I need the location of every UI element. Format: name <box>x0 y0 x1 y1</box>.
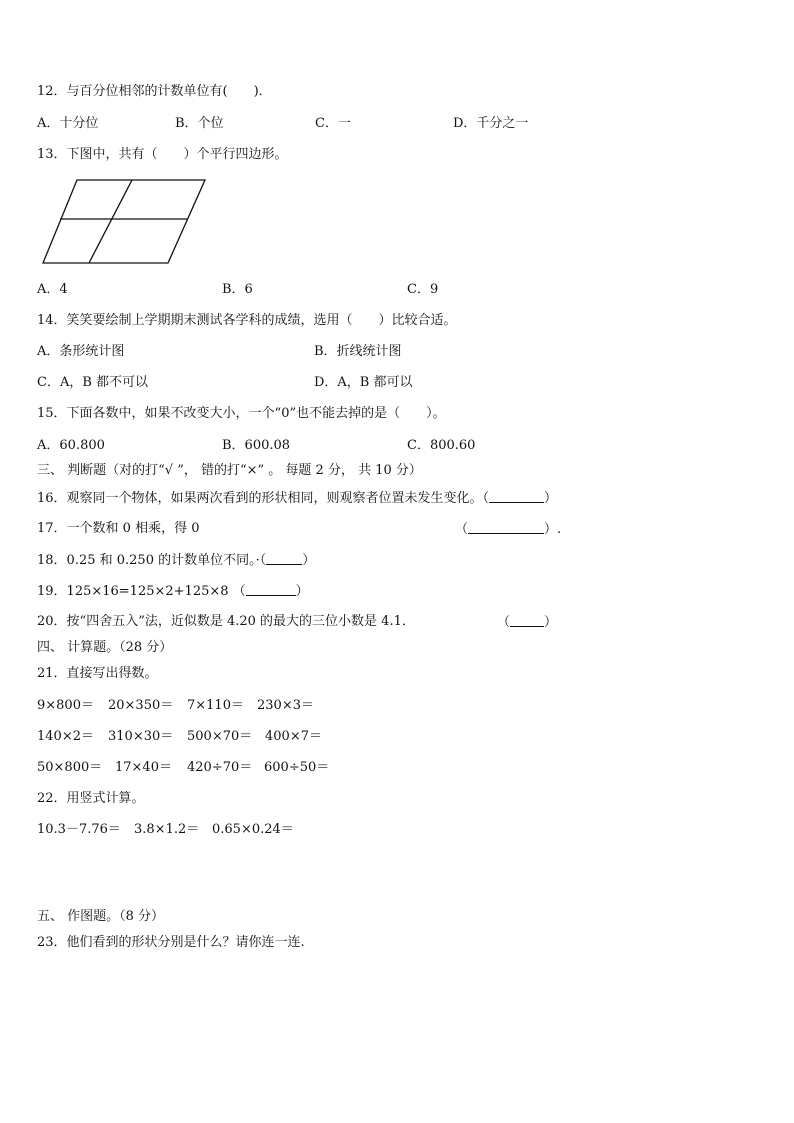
q14-stem: 14．笑笑要绘制上学期期末测试各学科的成绩，选用（ ）比较合适。 <box>37 313 457 328</box>
q20-answer-blank[interactable] <box>510 614 544 627</box>
calc-item: 500×70＝ <box>187 729 253 744</box>
q15-stem: 15．下面各数中，如果不改变大小，一个“0”也不能去掉的是（ ）。 <box>37 406 446 421</box>
calc-item: 17×40＝ <box>115 760 172 775</box>
q18 <box>37 552 315 569</box>
q20-text: 20．按“四舍五入”法，近似数是 4.20 的最大的三位小数是 4.1． <box>37 614 415 629</box>
calc-item: 310×30＝ <box>108 729 174 744</box>
q23-stem: 23．他们看到的形状分别是什么？请你连一连. <box>37 935 305 950</box>
section-3-heading: 三、 判断题（对的打“√ ”， 错的打“×” 。 每题 2 分， 共 10 分） <box>37 463 422 478</box>
section-4-heading: 四、 计算题。（28 分） <box>37 640 173 655</box>
q17-open: （ <box>455 522 469 537</box>
calc-item: 420÷70＝ <box>187 760 253 775</box>
q16 <box>37 490 557 507</box>
q12-option-a: A．十分位 <box>37 116 99 131</box>
q14-option-c: C．A，B 都不可以 <box>37 375 149 390</box>
q17-text: 17．一个数和 0 相乘，得 0 <box>37 521 200 536</box>
q16-close: ） <box>544 491 558 506</box>
q15-option-c: C．800.60 <box>407 438 476 453</box>
q19 <box>37 583 309 600</box>
q19-close: ） <box>295 584 309 599</box>
q19-answer-blank[interactable] <box>246 583 296 596</box>
q15-option-b: B．600.08 <box>222 438 291 453</box>
q17-close: ）. <box>544 522 562 537</box>
q13-stem: 13．下图中，共有（ ）个平行四边形。 <box>37 147 288 162</box>
q20-close: ） <box>544 615 558 630</box>
q12-option-c: C．一 <box>315 116 351 131</box>
q14-option-b: B．折线统计图 <box>314 344 402 359</box>
q14-option-a: A．条形统计图 <box>37 344 125 359</box>
q21-stem: 21．直接写出得数。 <box>37 666 158 681</box>
q17-answer <box>455 521 561 538</box>
q20-open: （ <box>497 615 511 630</box>
q17-answer-blank[interactable] <box>468 521 544 534</box>
q15-option-a: A．60.800 <box>37 438 105 453</box>
q12-option-b: B．个位 <box>175 116 224 131</box>
calc-item: 7×110＝ <box>187 698 244 713</box>
q13-option-c: C．9 <box>407 282 439 297</box>
q12-option-d: D．千分之一 <box>453 116 529 131</box>
calc-item: 9×800＝ <box>37 698 94 713</box>
q22-stem: 22．用竖式计算。 <box>37 791 145 806</box>
vertical-calc-item: 3.8×1.2＝ <box>134 822 200 837</box>
q18-close: ） <box>302 553 316 568</box>
parallelogram-figure <box>40 176 210 268</box>
q13-option-a: A．4 <box>37 282 68 297</box>
vertical-calc-item: 0.65×0.24＝ <box>212 822 294 837</box>
q16-text: 16．观察同一个物体，如果两次看到的形状相同，则观察者位置未发生变化。（ <box>37 491 490 506</box>
q19-text: 19．125×16=125×2+125×8 （ <box>37 584 246 599</box>
calc-item: 140×2＝ <box>37 729 94 744</box>
q13-option-b: B．6 <box>222 282 253 297</box>
calc-item: 600÷50＝ <box>264 760 330 775</box>
q16-answer-blank[interactable] <box>489 490 544 503</box>
calc-item: 50×800＝ <box>37 760 103 775</box>
q12-stem: 12．与百分位相邻的计数单位有( )． <box>37 84 272 99</box>
calc-item: 230×3＝ <box>257 698 314 713</box>
section-5-heading: 五、 作图题。（8 分） <box>37 909 165 924</box>
calc-item: 20×350＝ <box>108 698 174 713</box>
q20-answer <box>497 614 557 631</box>
q14-option-d: D．A，B 都可以 <box>314 375 413 390</box>
q18-answer-blank[interactable] <box>266 552 302 565</box>
vertical-calc-item: 10.3－7.76＝ <box>37 822 121 837</box>
q18-text: 18．0.25 和 0.250 的计数单位不同。·（ <box>37 553 267 568</box>
calc-item: 400×7＝ <box>265 729 322 744</box>
